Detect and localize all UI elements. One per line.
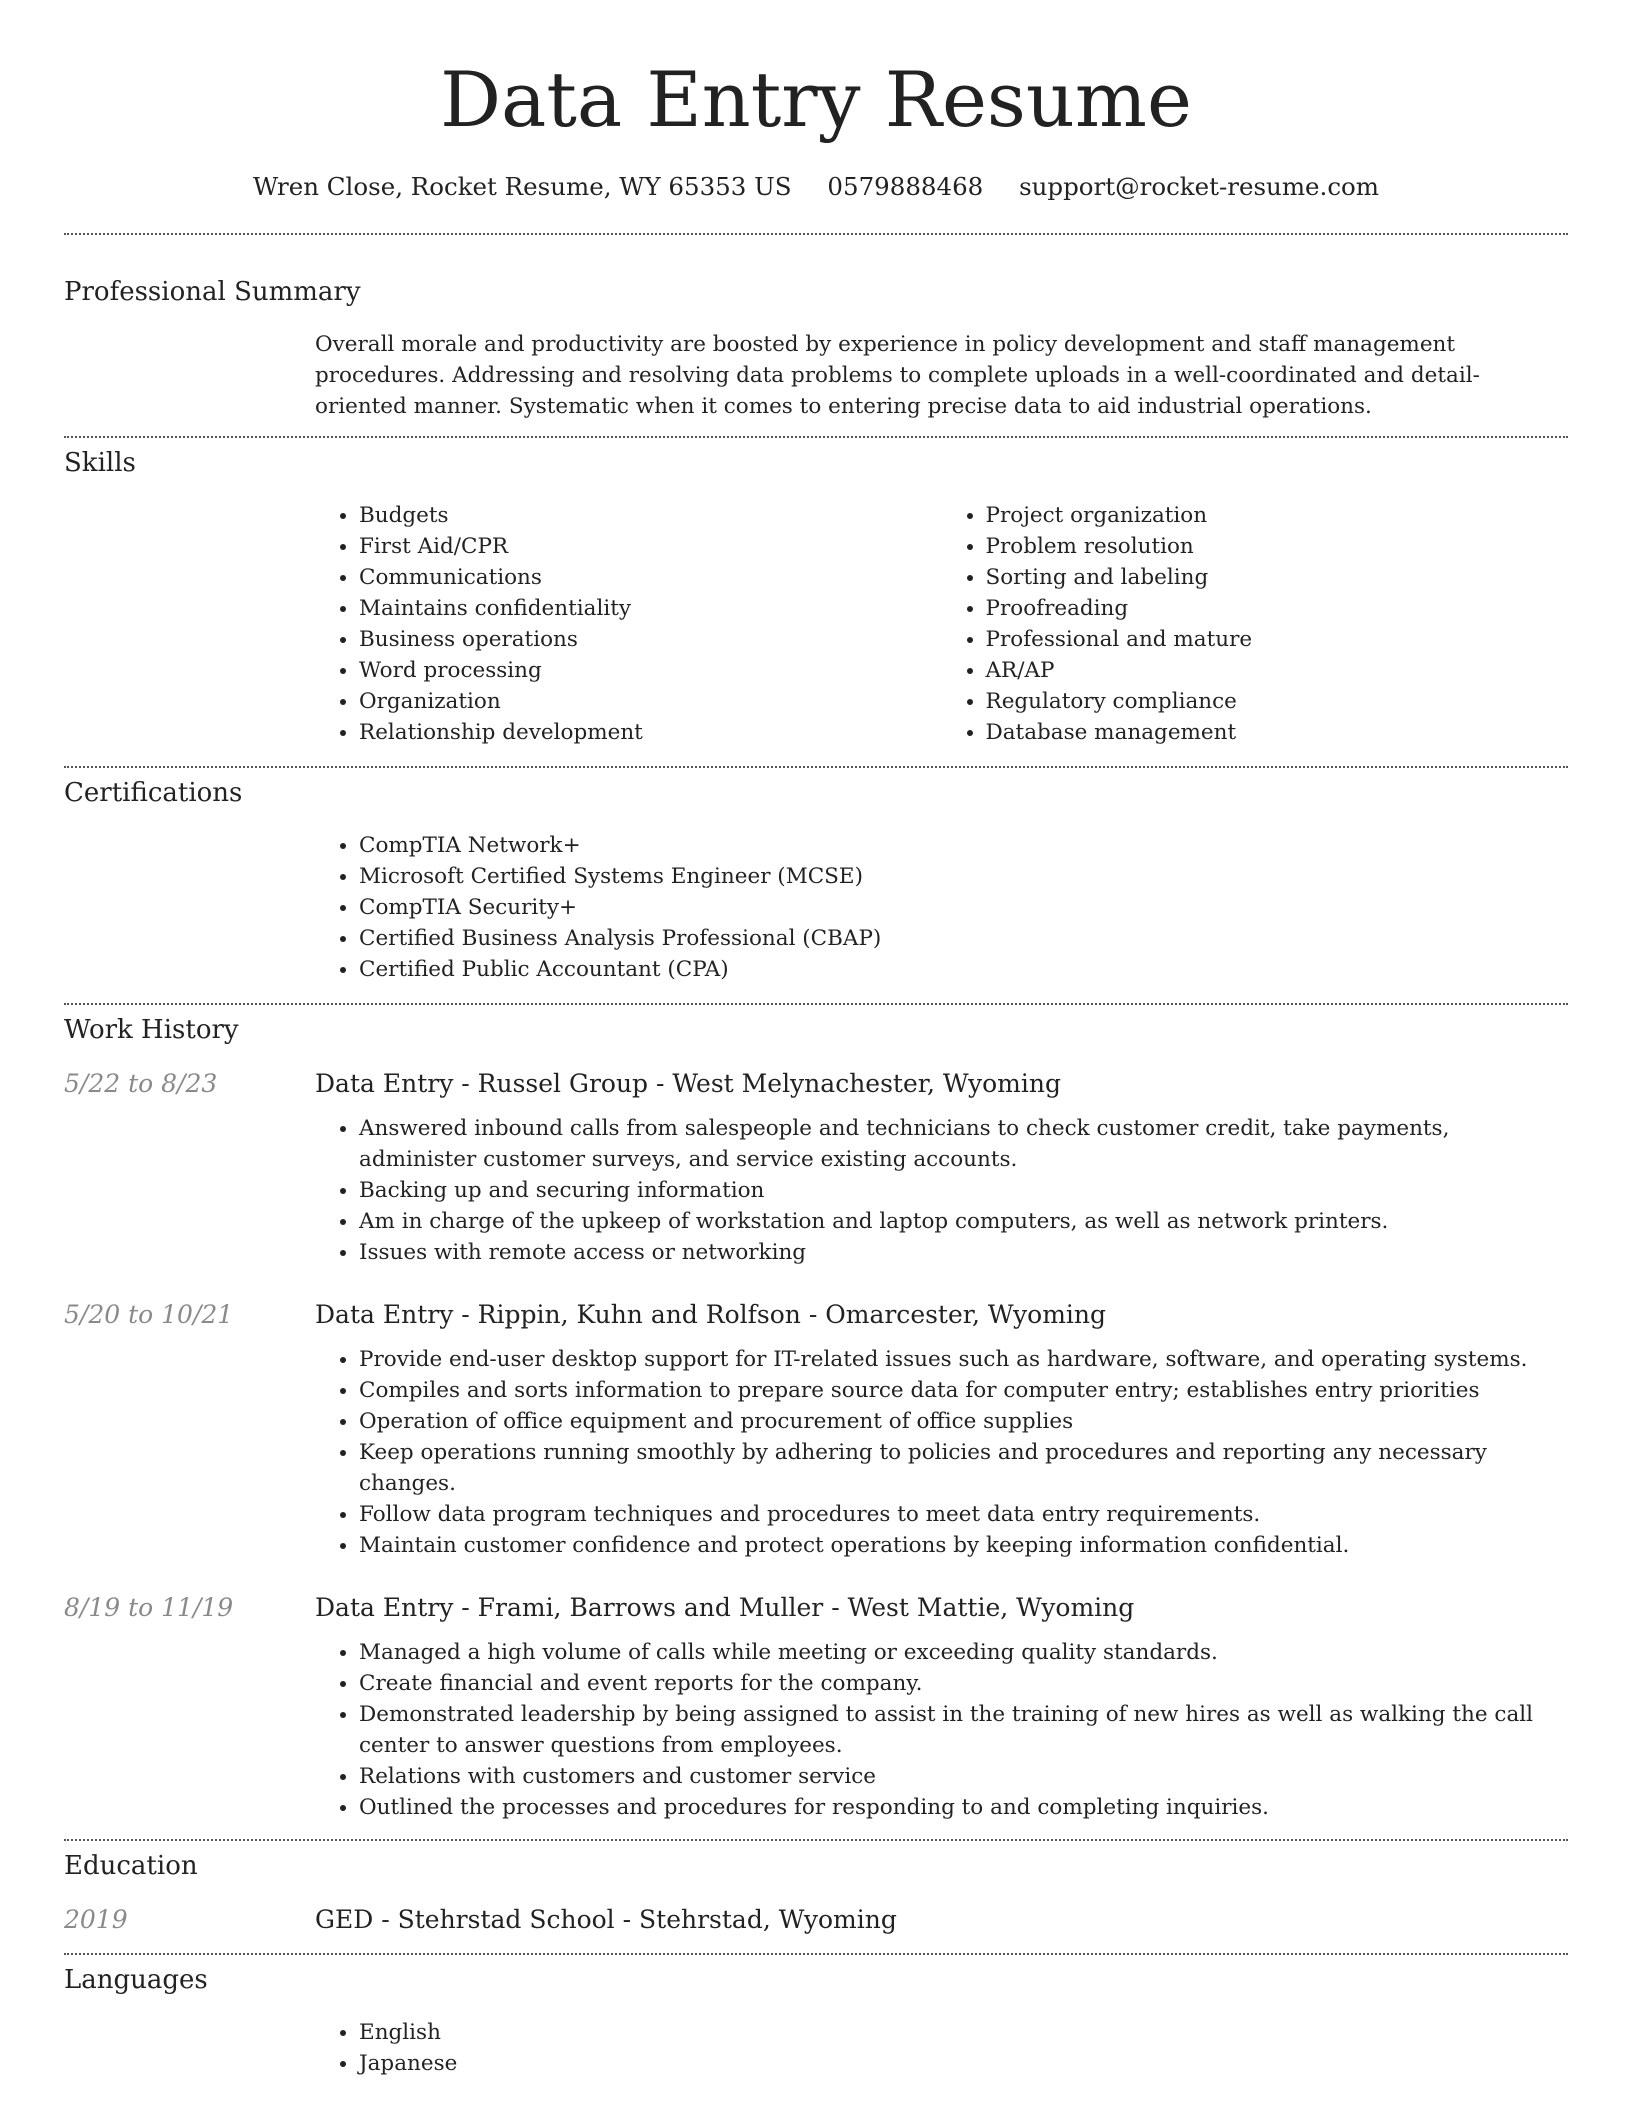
education-degree: GED - Stehrstad School - Stehrstad, Wyoming <box>315 1905 897 1934</box>
list-item: • Budgets <box>359 500 942 531</box>
job-title: Data Entry - Russel Group - West Melynachester, Wyoming <box>315 1069 1061 1098</box>
list-item: • Keep operations running smoothly by adhering to policies and procedures and reporting any necessary changes. <box>359 1437 1568 1499</box>
job-title: Data Entry - Rippin, Kuhn and Rolfson - Omarcester, Wyoming <box>315 1300 1107 1329</box>
job-entry <box>64 1298 1568 1561</box>
list-item: • CompTIA Security+ <box>359 892 1568 923</box>
job-bullets <box>315 1113 1568 1268</box>
section-title-certifications: Certifications <box>64 778 243 808</box>
section-title-skills: Skills <box>64 448 136 478</box>
list-item: • Business operations <box>359 624 942 655</box>
skills-list-right <box>942 500 1569 748</box>
list-item: • Professional and mature <box>986 624 1569 655</box>
job-date: 5/22 to 8/23 <box>64 1069 218 1098</box>
job-date: 5/20 to 10/21 <box>64 1300 234 1329</box>
skills-section <box>64 438 1568 748</box>
list-item: • Issues with remote access or networking <box>359 1237 1568 1268</box>
list-item: • Maintain customer confidence and protect operations by keeping information confidential. <box>359 1530 1568 1561</box>
work-history-section <box>64 1005 1568 1823</box>
list-item: • Backing up and securing information <box>359 1175 1568 1206</box>
list-item: • Managed a high volume of calls while meeting or exceeding quality standards. <box>359 1637 1568 1668</box>
job-date: 8/19 to 11/19 <box>64 1593 234 1622</box>
summary-text: Overall morale and productivity are boosted by experience in policy development and staff management procedures. Addressing and resolving data problems to complete uploads in a well-coordinated and detail-oriented manner. Systematic when it comes to entering precise data to aid industrial operations. <box>315 332 1480 419</box>
list-item: • Certified Public Accountant (CPA) <box>359 954 1568 985</box>
certifications-section <box>64 768 1568 985</box>
section-title-languages: Languages <box>64 1965 208 1995</box>
job-bullets <box>315 1637 1568 1823</box>
contact-email: support@rocket-resume.com <box>1019 172 1380 201</box>
list-item: • Follow data program techniques and procedures to meet data entry requirements. <box>359 1499 1568 1530</box>
list-item: • Answered inbound calls from salespeople and technicians to check customer credit, take payments, administer customer surveys, and service existing accounts. <box>359 1113 1568 1175</box>
list-item: • English <box>359 2017 1568 2048</box>
section-title-work-history: Work History <box>64 1015 239 1045</box>
list-item: • First Aid/CPR <box>359 531 942 562</box>
contact-line <box>64 172 1568 201</box>
job-entry <box>64 1591 1568 1823</box>
list-item: • Japanese <box>359 2048 1568 2079</box>
list-item: • Communications <box>359 562 942 593</box>
list-item: • AR/AP <box>986 655 1569 686</box>
languages-section <box>64 1955 1568 2079</box>
job-bullets <box>315 1344 1568 1561</box>
list-item: • Demonstrated leadership by being assigned to assist in the training of new hires as well as walking the call center to answer questions from employees. <box>359 1699 1568 1761</box>
list-item: • Sorting and labeling <box>986 562 1569 593</box>
list-item: • Proofreading <box>986 593 1569 624</box>
summary-section <box>64 235 1568 422</box>
list-item: • Regulatory compliance <box>986 686 1569 717</box>
list-item: • Maintains confidentiality <box>359 593 942 624</box>
list-item: • Relationship development <box>359 717 942 748</box>
job-entry <box>64 1067 1568 1268</box>
resume-title: Data Entry Resume <box>440 55 1192 144</box>
section-title-summary: Professional Summary <box>64 277 361 307</box>
list-item: • Microsoft Certified Systems Engineer (MCSE) <box>359 861 1568 892</box>
certifications-list <box>315 830 1568 985</box>
contact-phone: 0579888468 <box>827 172 984 201</box>
list-item: • Database management <box>986 717 1569 748</box>
list-item: • Create financial and event reports for the company. <box>359 1668 1568 1699</box>
list-item: • Relations with customers and customer service <box>359 1761 1568 1792</box>
list-item: • Organization <box>359 686 942 717</box>
education-entry <box>64 1903 1568 1937</box>
skills-grid <box>315 500 1568 748</box>
education-date: 2019 <box>64 1905 128 1934</box>
list-item: • Provide end-user desktop support for IT-related issues such as hardware, software, and operating systems. <box>359 1344 1568 1375</box>
list-item: • Project organization <box>986 500 1569 531</box>
languages-list <box>315 2017 1568 2079</box>
list-item: • Compiles and sorts information to prepare source data for computer entry; establishes entry priorities <box>359 1375 1568 1406</box>
contact-address: Wren Close, Rocket Resume, WY 65353 US <box>252 172 792 201</box>
list-item: • Word processing <box>359 655 942 686</box>
list-item: • Operation of office equipment and procurement of office supplies <box>359 1406 1568 1437</box>
list-item: • Outlined the processes and procedures for responding to and completing inquiries. <box>359 1792 1568 1823</box>
list-item: • CompTIA Network+ <box>359 830 1568 861</box>
list-item: • Problem resolution <box>986 531 1569 562</box>
education-section <box>64 1841 1568 1937</box>
skills-list-left <box>315 500 942 748</box>
section-title-education: Education <box>64 1851 198 1881</box>
list-item: • Am in charge of the upkeep of workstation and laptop computers, as well as network printers. <box>359 1206 1568 1237</box>
list-item: • Certified Business Analysis Professional (CBAP) <box>359 923 1568 954</box>
job-title: Data Entry - Frami, Barrows and Muller - West Mattie, Wyoming <box>315 1593 1135 1622</box>
